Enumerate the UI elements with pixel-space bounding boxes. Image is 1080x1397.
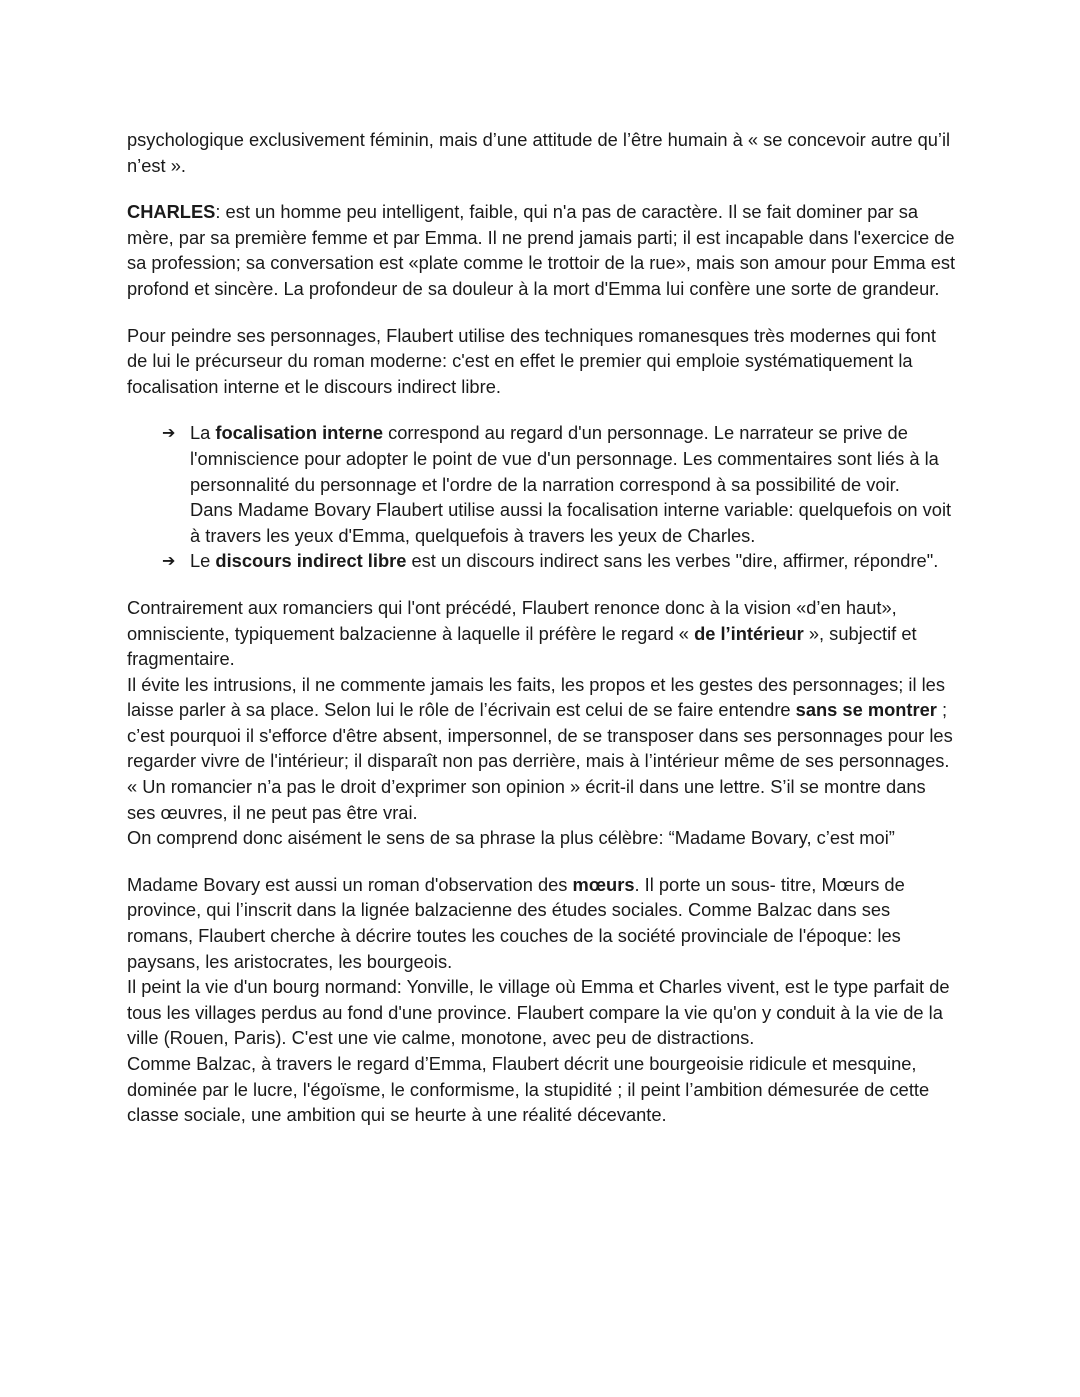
bullet1-pre: La	[190, 422, 216, 444]
charles-heading: CHARLES	[127, 201, 216, 223]
paragraph-techniques: Pour peindre ses personnages, Flaubert utilise des techniques romanesques très modernes qui font de lui le précurseur du roman moderne: c'est en effet le premier qui emploie systématiquement la focalisation interne et le discours indirect libre.	[127, 324, 936, 397]
bullet2-bold: discours indirect libre	[215, 550, 407, 572]
moeurs-line-a	[127, 872, 957, 974]
moeurs-line-b: Il peint la vie d'un bourg normand: Yonville, le village où Emma et Charles vivent, est le type parfait de tous les villages perdus au fond d'une province. Flaubert compare la vie qu'on y conduit à la vie de la ville (Rouen, Paris). C'est une vie calme, monotone, avec peu de distractions.	[127, 976, 950, 1049]
vision-b-pre: Il évite les intrusions, il ne commente jamais les faits, les propos et les gestes des personnages; il les laisse parler à sa place. Selon lui le rôle de l’écrivain est celui de se faire entendre	[127, 673, 945, 721]
list-item-discours	[162, 548, 957, 574]
moeurs-a-bold: mœurs	[572, 873, 635, 895]
vision-line-c: On comprend donc aisément le sens de sa phrase la plus célèbre: “Madame Bovary, c’est moi”	[127, 827, 895, 849]
document-page	[127, 127, 957, 1128]
arrow-bullet-icon: ➔	[162, 423, 176, 443]
moeurs-a-pre: Madame Bovary est aussi un roman d'observation des	[127, 873, 573, 895]
bullet1-bold: focalisation interne	[215, 422, 384, 444]
moeurs-a-post: . Il porte un sous- titre, Mœurs de province, qui l’inscrit dans la lignée balzacienne des études sociales. Comme Balzac dans ses romans, Flaubert cherche à décrire toutes les couches de la société provinciale de l'époque: les paysans, les aristocrates, les bourgeois.	[127, 873, 905, 972]
vision-a-post: », subjectif et fragmentaire.	[127, 622, 917, 670]
charles-text: : est un homme peu intelligent, faible, qui n'a pas de caractère. Il se fait dominer par sa mère, par sa première femme et par Emma. Il ne prend jamais parti; il est incapable dans l'exercice de sa profession; sa conversation est «plate comme le trottoir de la rue», mais son amour pour Emma est profond et sincère. La profondeur de sa douleur à la mort d'Emma lui confère une sorte de grandeur.	[127, 201, 956, 299]
bullet2-post: est un discours indirect sans les verbes "dire, affirmer, répondre".	[406, 550, 939, 572]
paragraph-vision	[127, 595, 957, 851]
arrow-bullet-icon: ➔	[162, 551, 176, 571]
paragraph-moeurs	[127, 872, 957, 1128]
vision-b-bold: sans se montrer	[795, 699, 937, 721]
technique-list	[127, 420, 957, 574]
paragraph-intro: psychologique exclusivement féminin, mais d’une attitude de l’être humain à « se concevoir autre qu’il n’est ».	[127, 129, 951, 176]
vision-line-a	[127, 595, 957, 672]
list-item-focalisation	[162, 420, 957, 548]
bullet2-pre: Le	[190, 550, 216, 572]
vision-a-pre: Contrairement aux romanciers qui l'ont précédé, Flaubert renonce donc à la vision «d’en haut», omnisciente, typiquement balzacienne à laquelle il préfère le regard «	[127, 596, 897, 644]
bullet1-extra: Dans Madame Bovary Flaubert utilise aussi la focalisation interne variable: quelquefois on voit à travers les yeux d'Emma, quelquefois à travers les yeux de Charles.	[190, 499, 952, 546]
vision-b-post: ; c’est pourquoi il s'efforce d'être absent, impersonnel, de se transposer dans ses personnages pour les regarder vivre de l'intérieur; il disparaît non pas derrière, mais à l’intérieur même de ses personnages. « Un romancier n’a pas le droit d’exprimer son opinion » écrit-il dans une lettre. S’il se montre dans ses œuvres, il ne peut pas être vrai.	[127, 699, 953, 823]
paragraph-charles	[127, 199, 957, 301]
vision-line-b	[127, 672, 957, 826]
vision-a-bold: de l’intérieur	[694, 622, 804, 644]
bullet1-post: correspond au regard d'un personnage. Le narrateur se prive de l'omniscience pour adopter le point de vue d'un personnage. Les commentaires sont liés à la personnalité du personnage et l'ordre de la narration correspond à sa possibilité de voir.	[190, 422, 939, 495]
moeurs-line-c: Comme Balzac, à travers le regard d’Emma, Flaubert décrit une bourgeoisie ridicule et mesquine, dominée par le lucre, l'égoïsme, le conformisme, la stupidité ; il peint l’ambition démesurée de cette classe sociale, une ambition qui se heurte à une réalité décevante.	[127, 1053, 930, 1126]
